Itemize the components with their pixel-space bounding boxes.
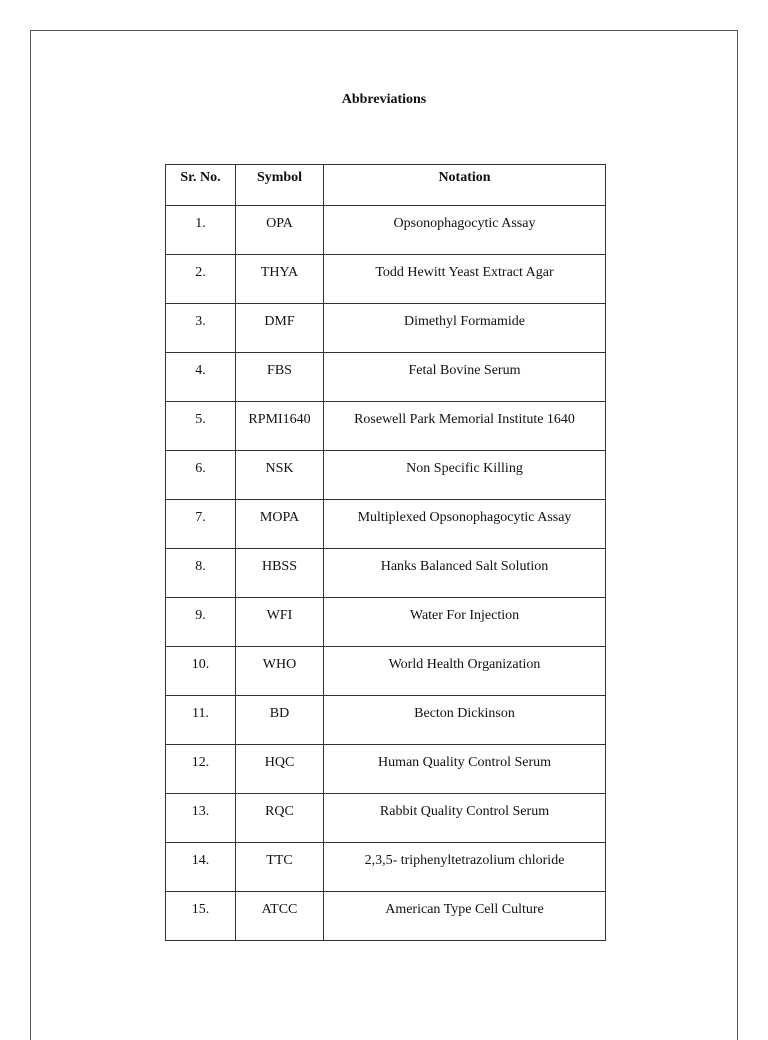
table-row (166, 500, 606, 549)
cell-symbol: ATCC (236, 892, 324, 941)
cell-notation: Water For Injection (324, 598, 606, 647)
table-row (166, 353, 606, 402)
table-row (166, 892, 606, 941)
cell-notation: Multiplexed Opsonophagocytic Assay (324, 500, 606, 549)
table-row (166, 304, 606, 353)
cell-symbol: BD (236, 696, 324, 745)
cell-sr-no: 11. (166, 696, 236, 745)
cell-symbol: RPMI1640 (236, 402, 324, 451)
cell-symbol: TTC (236, 843, 324, 892)
table-row (166, 843, 606, 892)
header-sr-no: Sr. No. (166, 165, 236, 206)
cell-sr-no: 15. (166, 892, 236, 941)
cell-notation: World Health Organization (324, 647, 606, 696)
table-header-row (166, 165, 606, 206)
cell-symbol: DMF (236, 304, 324, 353)
table-row (166, 206, 606, 255)
cell-notation: Rabbit Quality Control Serum (324, 794, 606, 843)
cell-notation: Todd Hewitt Yeast Extract Agar (324, 255, 606, 304)
table-row (166, 402, 606, 451)
cell-symbol: MOPA (236, 500, 324, 549)
cell-notation: 2,3,5- triphenyltetrazolium chloride (324, 843, 606, 892)
cell-sr-no: 13. (166, 794, 236, 843)
cell-notation: Rosewell Park Memorial Institute 1640 (324, 402, 606, 451)
cell-symbol: OPA (236, 206, 324, 255)
cell-sr-no: 7. (166, 500, 236, 549)
cell-symbol: NSK (236, 451, 324, 500)
table-row (166, 696, 606, 745)
cell-notation: Non Specific Killing (324, 451, 606, 500)
cell-symbol: WHO (236, 647, 324, 696)
cell-symbol: RQC (236, 794, 324, 843)
table-row (166, 745, 606, 794)
cell-sr-no: 2. (166, 255, 236, 304)
cell-sr-no: 8. (166, 549, 236, 598)
table-row (166, 647, 606, 696)
table-row (166, 549, 606, 598)
cell-sr-no: 1. (166, 206, 236, 255)
cell-notation: Becton Dickinson (324, 696, 606, 745)
table-row (166, 255, 606, 304)
cell-sr-no: 14. (166, 843, 236, 892)
cell-symbol: HBSS (236, 549, 324, 598)
cell-symbol: WFI (236, 598, 324, 647)
cell-sr-no: 3. (166, 304, 236, 353)
table-row (166, 794, 606, 843)
cell-notation: Dimethyl Formamide (324, 304, 606, 353)
cell-sr-no: 10. (166, 647, 236, 696)
cell-notation: Human Quality Control Serum (324, 745, 606, 794)
table-body (166, 206, 606, 941)
cell-symbol: THYA (236, 255, 324, 304)
cell-notation: Opsonophagocytic Assay (324, 206, 606, 255)
cell-notation: Fetal Bovine Serum (324, 353, 606, 402)
abbreviations-table (165, 164, 606, 941)
table-row (166, 451, 606, 500)
table-row (166, 598, 606, 647)
cell-notation: American Type Cell Culture (324, 892, 606, 941)
cell-sr-no: 9. (166, 598, 236, 647)
page-title: Abbreviations (341, 92, 427, 107)
cell-symbol: FBS (236, 353, 324, 402)
cell-sr-no: 12. (166, 745, 236, 794)
cell-sr-no: 6. (166, 451, 236, 500)
cell-sr-no: 5. (166, 402, 236, 451)
cell-notation: Hanks Balanced Salt Solution (324, 549, 606, 598)
cell-symbol: HQC (236, 745, 324, 794)
header-notation: Notation (324, 165, 606, 206)
cell-sr-no: 4. (166, 353, 236, 402)
header-symbol: Symbol (236, 165, 324, 206)
